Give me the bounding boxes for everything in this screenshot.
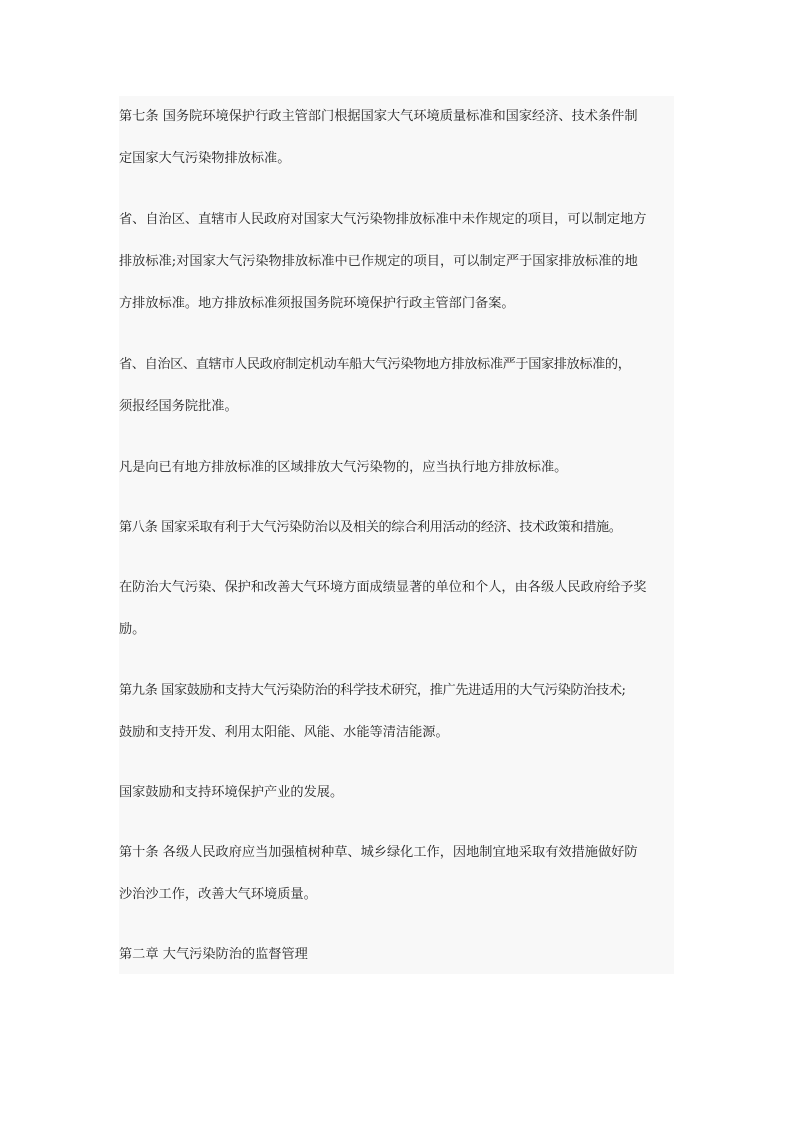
text-line: 在防治大气污染、保护和改善大气环境方面成绩显著的单位和个人，由各级人民政府给予奖	[119, 580, 647, 595]
text-line: 凡是向已有地方排放标准的区域排放大气污染物的，应当执行地方排放标准。	[119, 460, 568, 475]
text-line: 排放标准;对国家大气污染物排放标准中已作规定的项目，可以制定严于国家排放标准的地	[119, 254, 638, 269]
chapter-heading: 第二章 大气污染防治的监督管理	[119, 947, 308, 962]
text-line: 定国家大气污染物排放标准。	[119, 151, 291, 166]
text-line: 国家鼓励和支持环境保护产业的发展。	[119, 785, 344, 800]
text-line: 沙治沙工作，改善大气环境质量。	[119, 887, 317, 902]
text-line: 省、自治区、直辖市人民政府制定机动车船大气污染物地方排放标准严于国家排放标准的，	[119, 357, 631, 372]
text-line: 须报经国务院批准。	[119, 399, 238, 414]
text-line: 第九条 国家鼓励和支持大气污染防治的科学技术研究，推广先进适用的大气污染防治技术;	[119, 683, 626, 698]
text-line: 鼓励和支持开发、利用太阳能、风能、水能等清洁能源。	[119, 725, 449, 740]
document-text-block	[119, 96, 674, 974]
text-line: 励。	[119, 622, 146, 637]
text-line: 方排放标准。地方排放标准须报国务院环境保护行政主管部门备案。	[119, 296, 515, 311]
text-line: 省、自治区、直辖市人民政府对国家大气污染物排放标准中未作规定的项目，可以制定地方	[119, 212, 647, 227]
text-line: 第八条 国家采取有利于大气污染防治以及相关的综合利用活动的经济、技术政策和措施。	[119, 520, 622, 535]
text-line: 第七条 国务院环境保护行政主管部门根据国家大气环境质量标准和国家经济、技术条件制	[119, 109, 638, 124]
text-line: 第十条 各级人民政府应当加强植树种草、城乡绿化工作，因地制宜地采取有效措施做好防	[119, 845, 638, 860]
